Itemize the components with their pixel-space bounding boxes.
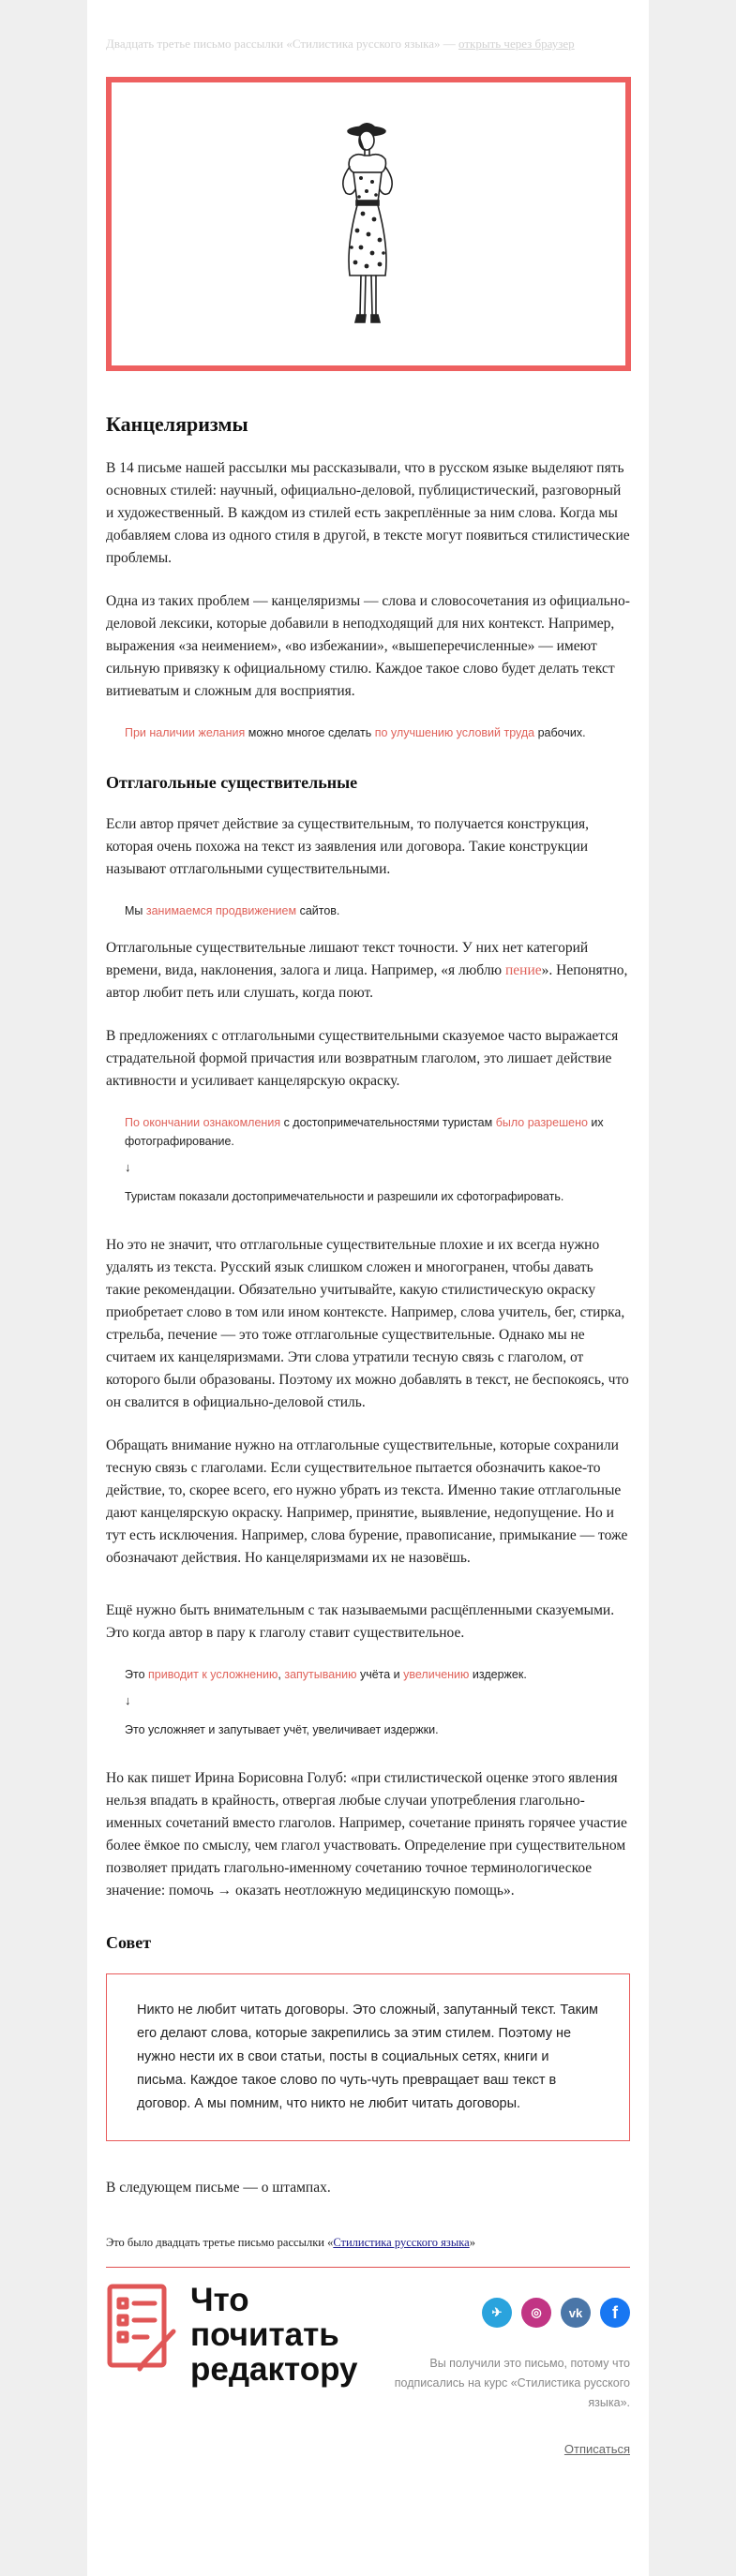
facebook-icon[interactable]: f <box>600 2298 630 2328</box>
split-predicate-paragraph: Ещё нужно быть внимательным с так называемыми расщёпленными сказуемыми. Это когда автор в пару к глаголу ставит существительное. <box>106 1602 615 1641</box>
next-letter-note: В следующем письме — о штампах. <box>106 2180 331 2196</box>
example-highlight: увеличению <box>403 1668 470 1681</box>
example-text: Мы <box>125 904 146 917</box>
email-sheet <box>87 0 649 2576</box>
paragraph-text: Отглагольные существительные лишают текст точности. У них нет категорий времени, вида, наклонения, залога и лица. Например, «я люблю <box>106 940 589 978</box>
instagram-icon[interactable]: ◎ <box>521 2298 551 2328</box>
hero-illustration <box>106 77 631 371</box>
brand-line: редактору <box>190 2351 358 2388</box>
unsubscribe-link[interactable]: Отписаться <box>563 2442 630 2456</box>
article-title: Канцеляризмы <box>106 412 248 436</box>
example-4 <box>106 1665 630 1684</box>
example-text: издержек. <box>469 1668 527 1681</box>
example-text: сайтов. <box>296 904 340 917</box>
paragraph-highlight: пение <box>504 962 542 978</box>
example-highlight: было разрешено <box>495 1116 588 1129</box>
preheader <box>106 36 630 52</box>
example-text: рабочих. <box>534 726 586 739</box>
vk-icon[interactable]: vk <box>561 2298 591 2328</box>
course-link[interactable]: Стилистика русского языка <box>333 2236 470 2249</box>
brand-line: почитать <box>190 2316 339 2353</box>
article <box>106 410 630 2470</box>
example-2 <box>106 901 630 920</box>
brand-line: Что <box>190 2282 249 2318</box>
footer <box>106 2283 630 2470</box>
subscription-note: Вы получили это письмо, потому что подписались на курс «Стилистика русского языка». <box>394 2357 630 2409</box>
down-arrow-icon: ↓ <box>125 1160 131 1174</box>
example-4-fixed: Это усложняет и запутывает учёт, увеличивает издержки. <box>125 1723 439 1736</box>
example-highlight: занимаемся продвижением <box>145 904 297 917</box>
example-highlight: При наличии желания <box>125 726 246 739</box>
signoff-text: Это было двадцать третье письмо рассылки « <box>106 2236 334 2249</box>
example-text: учёта и <box>356 1668 404 1681</box>
social-links <box>482 2298 630 2328</box>
example-1 <box>106 723 630 742</box>
telegram-icon[interactable]: ✈ <box>482 2298 512 2328</box>
example-highlight: запутыванию <box>284 1668 357 1681</box>
verbal-paragraph-5: Обращать внимание нужно на отглагольные существительные, которые сохранили тесную связь с глаголами. Если существительное пытается обозначить какое-то действие, то, скорее всего, его нужно убрать из текста. Именно такие отглагольные дают канцелярскую окраску. Например, принятие, выявление, недопущение. Но и тут есть исключения. Например, слова бурение, правописание, примыкание — тоже обозначают действия. Но канцеляризмами их не назовёшь. <box>106 1437 628 1566</box>
document-pen-logo-icon <box>106 2283 179 2373</box>
section-heading-verbal-nouns: Отглагольные существительные <box>106 773 358 792</box>
example-text: , <box>278 1668 285 1681</box>
verbal-paragraph-1: Если автор прячет действие за существительным, то получается конструкция, которая очень похожа на текст из заявления или договора. Такие конструкции называют отглагольными существительными. <box>106 816 590 877</box>
open-in-browser-link[interactable]: открыть через браузер <box>458 37 575 51</box>
verbal-paragraph-4: Но это не значит, что отглагольные существительные плохие и их всегда нужно удалять из текста. Русский язык слишком сложен и многогранен, чтобы давать такие рекомендации. Обязательно учитывайте, какую стилистическую окраску приобретает слово в том или ином контексте. Например, слова учитель, бег, стирка, стрельба, печение — это тоже отглагольные существительные. Однако мы не считаем их канцеляризмами. Эти слова утратили тесную связь с глаголом, от которого были образованы. Поэтому их можно добавлять в текст, не беспокоясь, что он свалится в официально-деловой стиль. <box>106 1237 629 1410</box>
intro-paragraph-1: В 14 письме нашей рассылки мы рассказывали, что в русском языке выделяют пять основных стилей: научный, официально-деловой, публицистический, разговорный и художественный. В каждом из стилей есть закреплённые за ним слова. Когда мы добавляем слова из одного стиля в другой, в тексте могут появиться стилистические проблемы. <box>106 460 630 566</box>
example-3 <box>106 1113 630 1151</box>
brand-name <box>190 2283 358 2387</box>
signoff <box>106 2233 630 2252</box>
preheader-text: Двадцать третье письмо рассылки «Стилистика русского языка» — <box>106 37 456 51</box>
signoff-text: » <box>469 2236 475 2249</box>
down-arrow-icon: ↓ <box>125 1693 131 1707</box>
advice-box <box>106 1973 630 2141</box>
intro-paragraph-2: Одна из таких проблем — канцеляризмы — слова и словосочетания из официально-деловой лексики, которые добавили в неподходящий для них контекст. Например, выражения «за неимением», «во избежании», «вышеперечисленные» — имеют сильную привязку к официальному стилю. Каждое такое слово будет делать текст витиеватым и сложным для восприятия. <box>106 593 630 699</box>
example-highlight: приводит к усложнению <box>148 1668 278 1681</box>
example-text: можно многое сделать <box>245 726 375 739</box>
golub-quote-paragraph: Но как пишет Ирина Борисовна Голуб: «при стилистической оценке этого явления нельзя впадать в крайность, отвергая любые случаи употребления глагольно-именных сочетаний вместо глаголов. Например, сочетание принять горячее участие более ёмкое по смыслу, чем глагол участвовать. Определение при существительном позволяет придать глагольно-именному сочетанию точное терминологическое значение: помочь → оказать неотложную медицинскую помощь». <box>106 1770 627 1898</box>
verbal-paragraph-2 <box>106 937 630 1005</box>
example-3-fixed: Туристам показали достопримечательности и разрешили их сфотографировать. <box>125 1190 564 1203</box>
example-highlight: По окончании ознакомления <box>125 1116 281 1129</box>
advice-text: Никто не любит читать договоры. Это сложный, запутанный текст. Таким его делают слова, которые закрепились за этим стилем. Поэтому не нужно нести их в свои статьи, посты в социальных сетях, книги и письма. Каждое такое слово по чуть-чуть превращает ваш текст в договор. А мы помним, что никто не любит читать договоры. <box>137 2003 599 2111</box>
woman-figure-illustration <box>318 116 419 334</box>
paragraph-text: ». Непонятно, автор любит петь или слушать, когда поют. <box>106 962 628 1001</box>
example-highlight: по улучшению условий труда <box>374 726 535 739</box>
footer-divider <box>106 2267 630 2268</box>
example-text: их фотографирование. <box>125 1116 604 1148</box>
example-text: Это <box>125 1668 148 1681</box>
example-text: с достопримечательностями туристам <box>280 1116 496 1129</box>
section-heading-advice: Совет <box>106 1933 152 1952</box>
verbal-paragraph-3: В предложениях с отглагольными существительными сказуемое часто выражается страдательной формой причастия или возвратным глаголом, это лишает действие активности и усиливает канцелярскую окраску. <box>106 1028 619 1089</box>
